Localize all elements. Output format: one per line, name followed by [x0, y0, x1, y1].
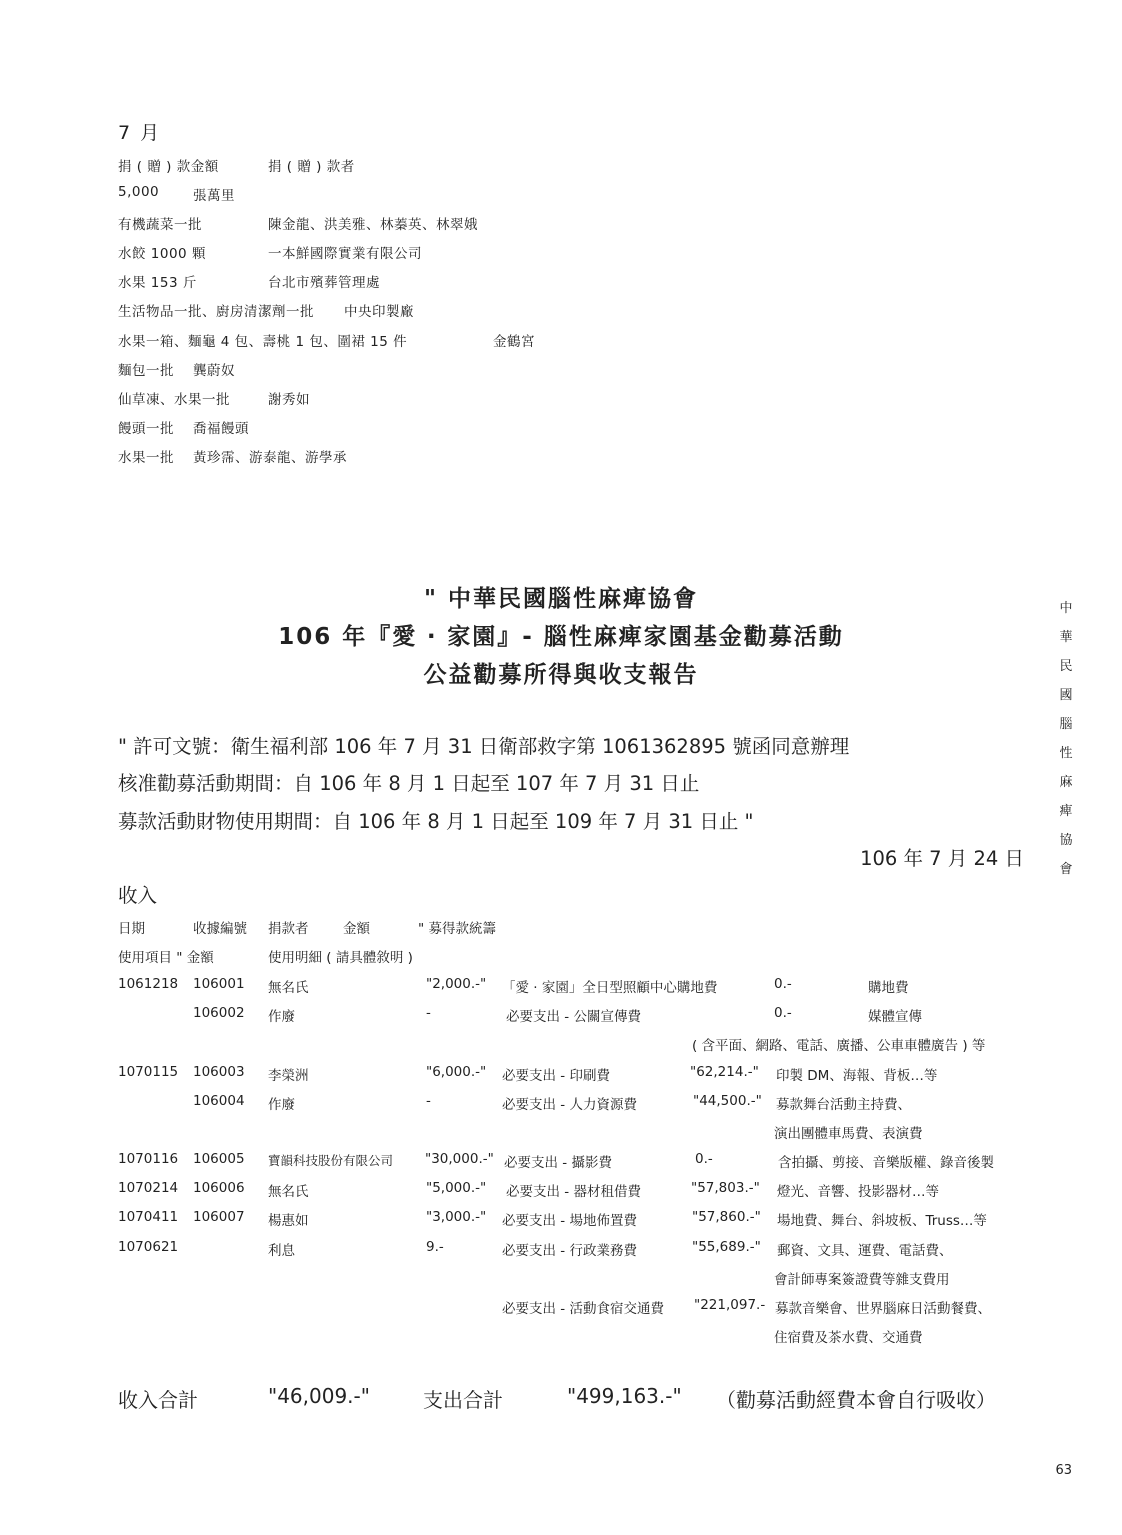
donation-item: 5,000 [118, 184, 160, 200]
cell-use-amount: "44,500.-" [693, 1093, 762, 1109]
cell-receipt: 106006 [193, 1180, 245, 1196]
side-char: 腦 [1059, 717, 1073, 732]
cell-donor: 無名氏 [268, 980, 309, 996]
cell-date: 1070621 [118, 1239, 179, 1255]
cell-donor: 李榮洲 [268, 1068, 309, 1084]
section-heading-income: 收入 [118, 884, 158, 907]
side-char: 民 [1059, 659, 1073, 674]
side-char: 華 [1059, 630, 1073, 645]
cell-detail: 含拍攝、剪接、音樂版權、錄音後製 [778, 1155, 994, 1171]
cell-use-amount: "57,803.-" [691, 1180, 760, 1196]
cell-amount: - [426, 1093, 431, 1109]
cell-detail: 郵資、文具、運費、電話費、 [777, 1243, 953, 1259]
cell-use-amount: 0.- [774, 1005, 792, 1021]
cell-detail: ( 含平面、網路、電話、廣播、公車車體廣告 ) 等 [692, 1038, 986, 1054]
cell-use: 必要支出 - 人力資源費 [502, 1097, 637, 1113]
expense-total-value: "499,163.-" [567, 1384, 682, 1408]
cell-use-amount: "221,097.- [694, 1297, 766, 1313]
col-header-allocation: " 募得款統籌 [418, 921, 497, 937]
side-char: 中 [1059, 601, 1073, 616]
donation-item: 仙草凍、水果一批 [118, 392, 230, 408]
cell-donor: 作廢 [268, 1097, 295, 1113]
cell-receipt: 106005 [193, 1151, 245, 1167]
cell-amount: "5,000.-" [426, 1180, 487, 1196]
side-char: 麻 [1059, 775, 1073, 790]
side-char: 協 [1059, 833, 1073, 848]
cell-amount: "30,000.-" [425, 1151, 494, 1167]
donation-donor: 金鶴宮 [493, 334, 535, 350]
income-total-value: "46,009.-" [268, 1384, 370, 1408]
donation-donor: 中央印製廠 [344, 304, 414, 320]
cell-use-amount: 0.- [774, 976, 792, 992]
cell-donor: 作廢 [268, 1009, 295, 1025]
report-title-report: 公益勸募所得與收支報告 [423, 662, 699, 688]
cell-use: 「愛 ‧ 家園」全日型照顧中心購地費 [502, 980, 718, 996]
cell-detail: 媒體宣傳 [868, 1009, 922, 1025]
donation-header-donor: 捐 ( 贈 ) 款者 [268, 159, 355, 175]
expense-total-label: 支出合計 [423, 1388, 503, 1412]
col-header-use-detail: 使用明細 ( 請具體敘明 ) [268, 950, 413, 966]
cell-amount: "6,000.-" [426, 1064, 487, 1080]
cell-detail: 募款音樂會、世界腦麻日活動餐費、 [775, 1301, 991, 1317]
cell-use: 必要支出 - 公關宣傳費 [506, 1009, 641, 1025]
cell-receipt: 106007 [193, 1209, 245, 1225]
cell-use: 必要支出 - 場地佈置費 [502, 1213, 637, 1229]
cell-receipt: 106002 [193, 1005, 245, 1021]
donation-item: 饅頭一批 [118, 421, 174, 437]
cell-amount: "3,000.-" [426, 1209, 487, 1225]
col-header-amount: 金額 [343, 921, 370, 937]
donation-donor: 謝秀如 [268, 392, 310, 408]
cell-detail: 演出團體車馬費、表演費 [774, 1126, 923, 1142]
side-char: 痺 [1059, 804, 1073, 819]
col-header-receipt: 收據編號 [193, 921, 247, 937]
cell-use: 必要支出 - 印刷費 [502, 1068, 610, 1084]
col-header-use-item: 使用項目 " 金額 [118, 950, 214, 966]
cell-detail: 燈光、音響、投影器材…等 [777, 1184, 939, 1200]
cell-receipt: 106003 [193, 1064, 245, 1080]
cell-use: 必要支出 - 活動食宿交通費 [502, 1301, 664, 1317]
cell-detail: 場地費、舞台、斜坡板、Truss…等 [777, 1213, 987, 1229]
side-char: 性 [1059, 746, 1073, 761]
cell-donor: 無名氏 [268, 1184, 309, 1200]
donation-donor: 陳金龍、洪美雅、林蓁英、林翠娥 [268, 217, 478, 233]
cell-date: 1070411 [118, 1209, 179, 1225]
cell-receipt: 106004 [193, 1093, 245, 1109]
donation-donor: 台北市殯葬管理處 [268, 275, 380, 291]
donation-donor: 一本鮮國際實業有限公司 [268, 246, 422, 262]
cell-detail: 印製 DM、海報、背板…等 [776, 1068, 938, 1084]
totals-note: （勸募活動經費本會自行吸收） [716, 1388, 996, 1412]
report-title-org: " 中華民國腦性麻痺協會 [424, 586, 698, 612]
cell-donor: 寶韻科技股份有限公司 [268, 1153, 394, 1168]
donation-item: 水餃 1000 顆 [118, 246, 206, 262]
month-heading: 7 月 [118, 122, 162, 144]
col-header-donor: 捐款者 [268, 921, 309, 937]
donation-item: 水果一批 [118, 450, 174, 466]
col-header-date: 日期 [118, 921, 145, 937]
donation-item: 生活物品一批、廚房清潔劑一批 [118, 304, 314, 320]
income-total-label: 收入合計 [118, 1388, 198, 1412]
cell-date: 1061218 [118, 976, 179, 992]
cell-use-amount: "57,860.-" [692, 1209, 761, 1225]
approved-period: 核准勸募活動期間：自 106 年 8 月 1 日起至 107 年 7 月 31 日止 [118, 772, 700, 795]
page-number: 63 [1055, 1463, 1072, 1478]
cell-use-amount: "62,214.-" [690, 1064, 759, 1080]
cell-date: 1070214 [118, 1180, 179, 1196]
cell-date: 1070115 [118, 1064, 179, 1080]
cell-amount: 9.- [426, 1239, 444, 1255]
cell-detail: 住宿費及茶水費、交通費 [774, 1330, 923, 1346]
donation-item: 水果一箱、麵龜 4 包、壽桃 1 包、圍裙 15 件 [118, 334, 408, 350]
donation-item: 有機蔬菜一批 [118, 217, 202, 233]
side-char: 會 [1059, 862, 1073, 877]
cell-donor: 利息 [268, 1243, 295, 1259]
cell-use-amount: 0.- [695, 1151, 713, 1167]
donation-donor: 張萬里 [193, 188, 235, 204]
report-title-campaign: 106 年『愛 ‧ 家園』- 腦性麻痺家園基金勸募活動 [278, 624, 844, 650]
cell-amount: "2,000.-" [426, 976, 487, 992]
cell-detail: 募款舞台活動主持費、 [776, 1097, 911, 1113]
cell-use: 必要支出 - 器材租借費 [506, 1184, 641, 1200]
donation-donor: 龔蔚奴 [193, 363, 235, 379]
cell-donor: 楊惠如 [268, 1213, 309, 1229]
donation-item: 水果 153 斤 [118, 275, 197, 291]
cell-use: 必要支出 - 行政業務費 [502, 1243, 637, 1259]
side-char: 國 [1059, 688, 1073, 703]
cell-use: 必要支出 - 攝影費 [504, 1155, 612, 1171]
side-org-label [1058, 594, 1074, 884]
cell-date: 1070116 [118, 1151, 179, 1167]
permit-number: " 許可文號：衛生福利部 106 年 7 月 31 日衛部救字第 1061362895 號函同意辦理 [118, 735, 850, 758]
usage-period: 募款活動財物使用期間：自 106 年 8 月 1 日起至 109 年 7 月 31 日止 " [118, 810, 754, 833]
donation-item: 麵包一批 [118, 363, 174, 379]
cell-receipt: 106001 [193, 976, 245, 992]
donation-donor: 黃珍霈、游泰龍、游學承 [193, 450, 347, 466]
cell-amount: - [426, 1005, 431, 1021]
cell-detail: 購地費 [868, 980, 909, 996]
report-date: 106 年 7 月 24 日 [860, 847, 1024, 870]
cell-detail: 會計師專案簽證費等雜支費用 [774, 1272, 950, 1288]
donation-donor: 喬福饅頭 [193, 421, 249, 437]
donation-header-amount: 捐 ( 贈 ) 款金額 [118, 159, 219, 175]
cell-use-amount: "55,689.-" [692, 1239, 761, 1255]
